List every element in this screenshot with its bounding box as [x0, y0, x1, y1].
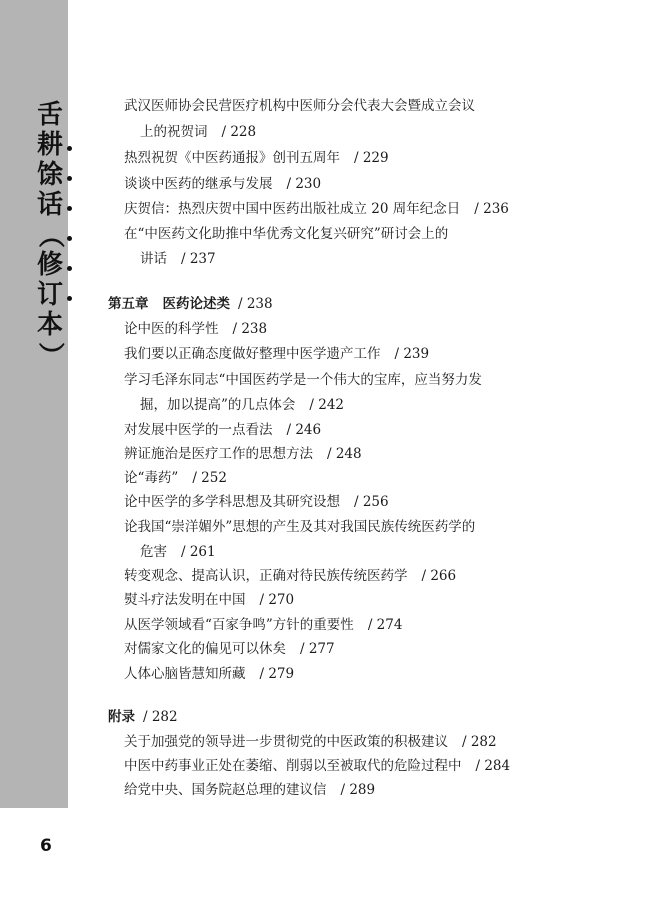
toc-entry	[124, 780, 375, 800]
toc-entry-title: 对儒家文化的偏见可以休矣	[124, 641, 286, 657]
toc-entry-title: 热烈祝贺《中医药通报》创刊五周年	[124, 150, 340, 166]
toc-entry-title: 转变观念、提高认识，正确对待民族传统医药学	[124, 568, 408, 584]
toc-entry	[124, 468, 227, 488]
toc-entry-title: 谈谈中医药的继承与发展	[124, 176, 273, 192]
toc-entry-title: 武汉医师协会民营医疗机构中医师分会代表大会暨成立会议	[124, 98, 475, 114]
book-title-char: 话	[36, 190, 63, 220]
toc-entry	[124, 370, 482, 390]
toc-entry	[124, 492, 389, 512]
toc-entry	[124, 566, 456, 586]
toc-entry-page: / 228	[221, 124, 257, 140]
toc-entry-page: / 237	[181, 251, 216, 267]
page-number: 6	[40, 836, 52, 856]
toc-entry	[124, 344, 429, 364]
toc-entry-page: / 289	[340, 782, 376, 798]
toc-entry	[124, 148, 389, 168]
title-dot-icon	[67, 296, 72, 301]
book-title	[30, 100, 70, 370]
toc-entry-title: 人体心脑皆慧知所藏	[124, 666, 246, 682]
title-dot-icon	[67, 266, 72, 271]
book-title-paren-close: ）	[34, 341, 65, 369]
toc-entry-title: 掘，加以提高”的几点体会	[140, 397, 296, 413]
toc-entry	[124, 444, 362, 464]
toc-entry	[124, 756, 510, 776]
toc-entry-title: 危害	[140, 544, 167, 560]
book-title-paren-open: （	[34, 221, 65, 249]
toc-entry	[124, 199, 509, 219]
toc-entry-page: / 274	[367, 617, 403, 633]
toc-entry	[140, 395, 344, 415]
book-title-char: 修	[36, 250, 63, 280]
book-title-char: 本	[36, 310, 63, 340]
toc-entry-page: / 242	[309, 397, 345, 413]
toc-entry-page: / 238	[232, 321, 268, 337]
toc-entry-title: 我们要以正确态度做好整理中医学遗产工作	[124, 346, 381, 362]
toc-entry-title: 对发展中医学的一点看法	[124, 422, 273, 438]
book-title-char	[34, 340, 65, 370]
toc-entry	[124, 732, 497, 752]
title-dot-icon	[67, 236, 72, 241]
toc-entry	[124, 420, 321, 440]
toc-entry	[124, 517, 475, 537]
title-dot-icon	[67, 176, 72, 181]
toc-entry-page: / 246	[286, 422, 322, 438]
toc-entry-page: / 282	[462, 734, 497, 750]
title-dot-icon	[67, 206, 72, 211]
toc-entry-title: 讲话	[140, 251, 167, 267]
appendix-heading	[108, 707, 178, 727]
chapter-number: 第五章	[108, 296, 149, 312]
toc-entry	[124, 664, 294, 684]
toc-entry	[124, 224, 448, 244]
toc-entry	[140, 249, 216, 269]
chapter-page: / 238	[238, 296, 273, 312]
title-dot-icon	[67, 146, 72, 151]
toc-entry-title: 熨斗疗法发明在中国	[124, 592, 246, 608]
toc-entry-title: 辨证施治是医疗工作的思想方法	[124, 446, 313, 462]
chapter-name: 医药论述类	[162, 296, 230, 312]
toc-entry-title: 学习毛泽东同志“中国医药学是一个伟大的宝库，应当努力发	[124, 372, 482, 388]
toc-entry-title: 上的祝贺词	[140, 124, 208, 140]
toc-entry	[124, 615, 402, 635]
book-title-char: 馀	[36, 160, 63, 190]
toc-entry-page: / 261	[181, 544, 216, 560]
toc-entry	[140, 122, 256, 142]
chapter-heading	[108, 294, 273, 314]
toc-entry	[124, 639, 335, 659]
toc-entry-title: 从医学领域看“百家争鸣”方针的重要性	[124, 617, 354, 633]
toc-entry-page: / 229	[354, 150, 389, 166]
toc-entry-title: 给党中央、国务院赵总理的建议信	[124, 782, 327, 798]
appendix-page: / 282	[143, 709, 178, 725]
toc-entry-title: 关于加强党的领导进一步贯彻党的中医政策的积极建议	[124, 734, 448, 750]
toc-entry	[124, 174, 321, 194]
toc-entry	[124, 319, 267, 339]
toc-entry-page: / 256	[354, 494, 389, 510]
toc-entry-title: 论我国“崇洋媚外”思想的产生及其对我国民族传统医药学的	[124, 519, 476, 535]
toc-entry-page: / 284	[475, 758, 511, 774]
book-title-char: 舌	[36, 100, 63, 130]
toc-entry-page: / 277	[300, 641, 335, 657]
toc-entry-page: / 279	[259, 666, 295, 682]
toc-entry-title: 中医中药事业正处在萎缩、削弱以至被取代的危险过程中	[124, 758, 462, 774]
toc-entry-page: / 236	[474, 201, 509, 217]
appendix-name: 附录	[108, 709, 135, 725]
book-title-char: 订	[36, 280, 63, 310]
toc-entry-title: 在“中医药文化助推中华优秀文化复兴研究”研讨会上的	[124, 226, 449, 242]
book-title-char	[34, 220, 65, 250]
toc-entry	[124, 96, 475, 116]
toc-entry-page: / 266	[421, 568, 457, 584]
toc-entry-page: / 248	[327, 446, 362, 462]
toc-entry-title: 庆贺信：热烈庆贺中国中医药出版社成立 20 周年纪念日	[124, 201, 461, 217]
toc-entry	[140, 542, 216, 562]
toc-entry-title: 论中医的科学性	[124, 321, 219, 337]
toc-entry-page: / 270	[259, 592, 295, 608]
book-title-char: 耕	[36, 130, 63, 160]
toc-entry-page: / 230	[286, 176, 322, 192]
toc-entry-page: / 239	[394, 346, 430, 362]
toc-entry-title: 论中医学的多学科思想及其研究设想	[124, 494, 340, 510]
toc-entry-title: 论“毒药”	[124, 470, 179, 486]
toc-entry	[124, 590, 294, 610]
toc-entry-page: / 252	[192, 470, 227, 486]
